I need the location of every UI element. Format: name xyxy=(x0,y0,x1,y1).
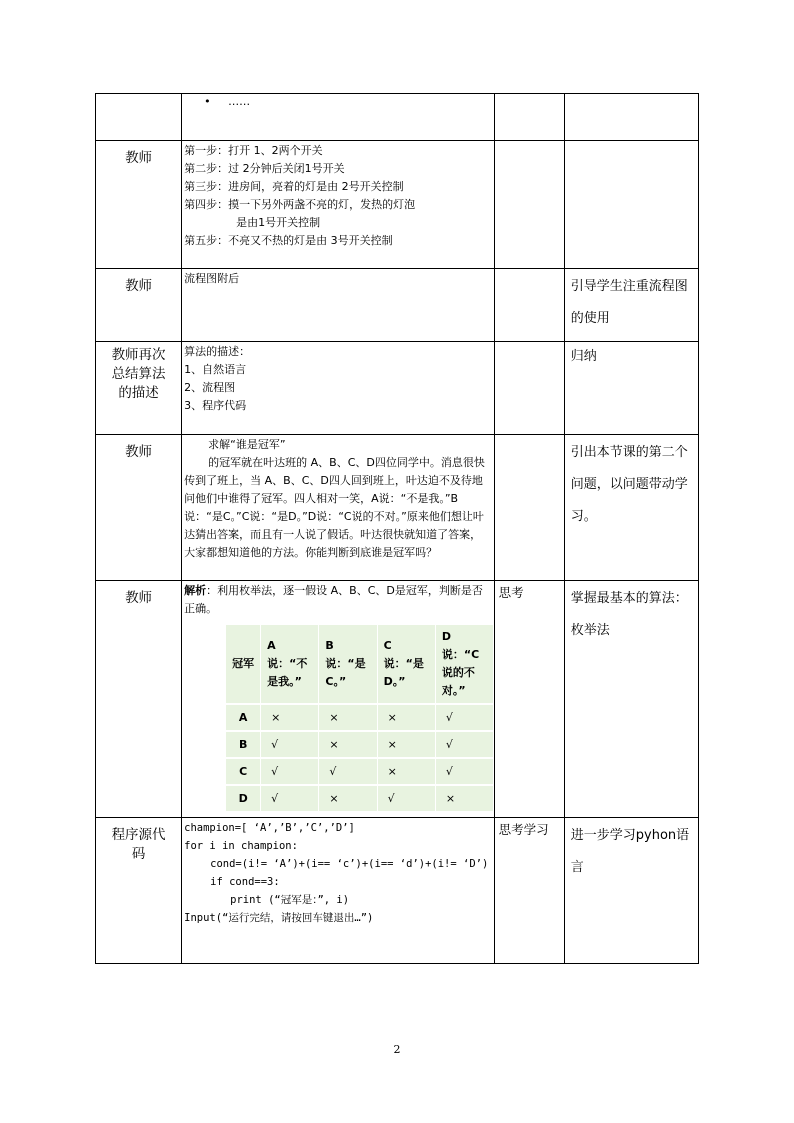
bullet-icon: • xyxy=(204,95,211,108)
step-line: 是由1号开关控制 xyxy=(236,216,321,229)
role-cell: 教师 xyxy=(125,590,153,606)
bullet-item: • …… xyxy=(204,95,251,108)
table-row xyxy=(96,94,699,141)
teaching-note: 归纳 xyxy=(570,349,597,364)
teaching-note: 掌握最基本的算法：枚举法 xyxy=(570,591,688,638)
code-line: for i in champion: xyxy=(184,840,298,852)
table-row xyxy=(96,581,699,818)
activity-cell: 思考 xyxy=(498,585,524,600)
enumeration-row: D √ × √ × xyxy=(226,786,494,813)
role-cell: 教师 xyxy=(125,278,153,294)
source-code xyxy=(182,818,494,928)
problem-text xyxy=(182,435,494,563)
table-row xyxy=(96,269,699,342)
enumeration-row: A × × × √ xyxy=(226,705,494,732)
step-line: 第四步：摸一下另外两盏不亮的灯，发热的灯泡 xyxy=(184,198,416,211)
role-cell: 教师再次总结算法的描述 xyxy=(111,347,166,401)
enumeration-row: B √ × × √ xyxy=(226,732,494,759)
analysis-text: 解析：利用枚举法，逐一假设 A、B、C、D是冠军，判断是否正确。 xyxy=(184,584,483,615)
step-line: 第二步：过 2分钟后关闭1号开关 xyxy=(184,162,345,175)
header-cell: B说：“是C。” xyxy=(319,625,377,705)
teaching-note: 进一步学习pyhon语言 xyxy=(570,828,690,875)
algorithm-description: 算法的描述： 1、自然语言 2、流程图 3、程序代码 xyxy=(184,345,251,412)
enumeration-table xyxy=(226,625,494,813)
code-line: Input(“运行完结，请按回车键退出…”) xyxy=(184,912,374,924)
enumeration-header-row xyxy=(226,625,494,705)
header-cell: A说：“不是我。” xyxy=(261,625,319,705)
enumeration-row: C √ √ × √ xyxy=(226,759,494,786)
activity-cell: 思考学习 xyxy=(498,822,549,837)
code-line: if cond==3: xyxy=(210,876,280,888)
steps-content xyxy=(182,141,494,251)
problem-title: 求解“谁是冠军” xyxy=(208,438,286,451)
code-line: champion=[ ‘A’,’B’,’C’,’D’] xyxy=(184,822,355,834)
table-row xyxy=(96,342,699,435)
problem-paragraph: 的冠军就在叶达班的 A、B、C、D四位同学中。消息很快传到了班上，当 A、B、C、D四人回到班上，叶达迫不及待地问他们中谁得了冠军。四人相对一笑，A说：“不是我。”B说：“是C。”C说：“是D。”D说：“C说的不对。”原来他们想让叶达猜出答案，而且有一人说了假话。叶达很快就知道了答案，大家都想知道他的方法。你能判断到底谁是冠军吗？ xyxy=(184,456,485,559)
table-row xyxy=(96,435,699,581)
step-line: 第五步：不亮又不热的灯是由 3号开关控制 xyxy=(184,234,393,247)
step-line: 第一步：打开 1、2两个开关 xyxy=(184,144,323,157)
step-line: 第三步：进房间，亮着的灯是由 2号开关控制 xyxy=(184,180,404,193)
lesson-plan-table xyxy=(95,93,699,964)
teaching-note: 引出本节课的第二个问题，以问题带动学习。 xyxy=(570,445,688,524)
role-cell: 教师 xyxy=(125,150,153,166)
page-number: 2 xyxy=(393,1043,401,1056)
flowchart-note: 流程图附后 xyxy=(184,272,240,285)
header-cell: C说：“是D。” xyxy=(378,625,436,705)
header-cell: 冠军 xyxy=(226,625,261,705)
table-row xyxy=(96,818,699,964)
code-line: print (“冠军是：”, i) xyxy=(230,894,350,906)
teaching-note: 引导学生注重流程图的使用 xyxy=(570,279,688,326)
role-cell: 教师 xyxy=(125,444,153,460)
role-cell: 程序源代码 xyxy=(111,827,166,862)
code-line: cond=(i!= ‘A’)+(i== ‘c’)+(i== ‘d’)+(i!= ‘D’) xyxy=(210,858,489,870)
header-cell: D说：“C说的不对。” xyxy=(436,625,494,705)
table-row xyxy=(96,141,699,269)
analysis-label: 解析 xyxy=(184,584,207,597)
